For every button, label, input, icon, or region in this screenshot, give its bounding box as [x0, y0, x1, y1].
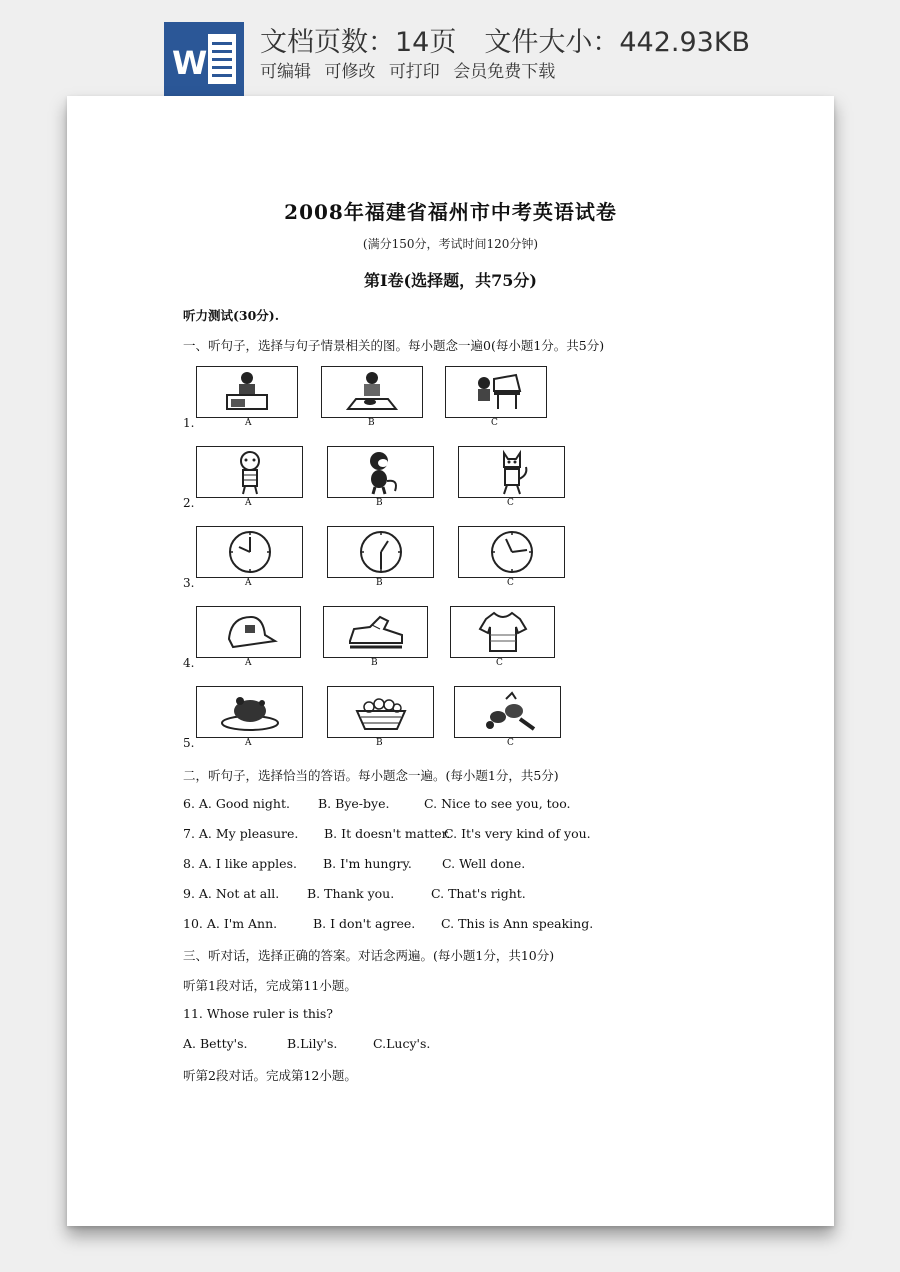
option-label-b: B	[371, 658, 378, 668]
picture-row-3	[183, 526, 783, 606]
feature-modifiable: 可修改	[324, 62, 376, 82]
picture-option-b	[327, 686, 434, 738]
picture-option-c	[445, 366, 547, 418]
option-a: A. Betty's.	[183, 1036, 248, 1051]
word-letter: W	[172, 44, 208, 82]
option-label-c: C	[507, 738, 514, 748]
feature-printable: 可打印	[388, 62, 440, 82]
question-number: 2.	[183, 496, 195, 510]
question-11: 11. Whose ruler is this?	[183, 1006, 334, 1021]
cat-icon	[490, 449, 534, 495]
option-c: C.Lucy's.	[373, 1036, 431, 1051]
picture-option-a	[196, 606, 301, 658]
option-c: C. Nice to see you, too.	[424, 796, 571, 811]
page-title: 2008年福建省福州市中考英语试卷	[284, 200, 617, 224]
picture-option-a	[196, 446, 303, 498]
fruit-basket-icon	[349, 689, 413, 733]
section3-instruction: 三、听对话，选择正确的答案。对话念两遍。(每小题1分，共10分)	[183, 948, 555, 963]
monkey-icon	[359, 449, 403, 495]
option-label-c: C	[507, 578, 514, 588]
option-b: B. I'm hungry.	[323, 856, 412, 871]
option-b: B.Lily's.	[287, 1036, 338, 1051]
person-playing-piano-icon	[466, 369, 526, 413]
feature-list	[260, 57, 563, 82]
option-label-b: B	[368, 418, 375, 428]
option-label-a: A	[245, 498, 252, 508]
question-number: 1.	[183, 416, 195, 430]
sneaker-icon	[344, 609, 408, 653]
option-label-c: C	[491, 418, 498, 428]
section2-instruction: 二，听句子，选择恰当的答语。每小题念一遍。(每小题1分，共5分)	[183, 768, 559, 783]
option-c: C. Well done.	[442, 856, 526, 871]
option-label-a: A	[245, 738, 252, 748]
vegetables-icon	[476, 689, 540, 733]
picture-option-c	[454, 686, 561, 738]
file-size: 文件大小：442.93KB	[484, 27, 751, 58]
option-b: B. Bye-bye.	[318, 796, 390, 811]
clock-icon	[489, 529, 535, 575]
option-label-c: C	[507, 498, 514, 508]
word-document-icon	[164, 22, 244, 96]
picture-option-b	[327, 526, 434, 578]
option-a: 6. A. Good night.	[183, 796, 290, 811]
clock-icon	[358, 529, 404, 575]
option-c: C. It's very kind of you.	[444, 826, 591, 841]
clock-icon	[227, 529, 273, 575]
option-a: 7. A. My pleasure.	[183, 826, 299, 841]
dialog2-intro: 听第2段对话。完成第12小题。	[183, 1068, 357, 1083]
picture-option-a	[196, 686, 303, 738]
shirt-icon	[478, 609, 528, 653]
download-banner	[0, 0, 900, 96]
picture-option-b	[327, 446, 434, 498]
document-page	[67, 96, 834, 1226]
option-c: C. That's right.	[431, 886, 526, 901]
picture-row-4	[183, 606, 783, 686]
option-b: B. I don't agree.	[313, 916, 416, 931]
option-label-c: C	[496, 658, 503, 668]
option-label-b: B	[376, 578, 383, 588]
picture-option-b	[321, 366, 423, 418]
tiger-icon	[228, 449, 272, 495]
option-label-b: B	[376, 498, 383, 508]
picture-option-a	[196, 366, 298, 418]
option-label-a: A	[245, 418, 252, 428]
question-number: 3.	[183, 576, 195, 590]
roast-chicken-icon	[218, 689, 282, 733]
exam-subtitle: (满分150分，考试时间120分钟)	[362, 237, 539, 251]
question-number: 5.	[183, 736, 195, 750]
part-heading: 第Ⅰ卷(选择题，共75分)	[364, 271, 537, 290]
picture-row-2	[183, 446, 783, 526]
option-a: 9. A. Not at all.	[183, 886, 280, 901]
feature-free-download: 会员免费下载	[453, 62, 556, 82]
picture-option-c	[458, 526, 565, 578]
picture-option-a	[196, 526, 303, 578]
listening-heading: 听力测试(30分).	[183, 308, 280, 323]
file-info	[260, 20, 750, 59]
question-number: 4.	[183, 656, 195, 670]
option-b: B. Thank you.	[307, 886, 395, 901]
person-eating-icon	[342, 369, 402, 413]
option-label-b: B	[376, 738, 383, 748]
picture-option-c	[450, 606, 555, 658]
picture-row-1	[183, 366, 783, 446]
page-count: 文档页数：14页	[260, 27, 457, 58]
option-c: C. This is Ann speaking.	[441, 916, 594, 931]
option-label-a: A	[245, 578, 252, 588]
picture-option-c	[458, 446, 565, 498]
picture-row-5	[183, 686, 783, 766]
cap-icon	[219, 609, 279, 653]
dialog1-intro: 听第1段对话，完成第11小题。	[183, 978, 357, 993]
option-b: B. It doesn't matter.	[324, 826, 451, 841]
option-label-a: A	[245, 658, 252, 668]
option-a: 8. A. I like apples.	[183, 856, 297, 871]
person-at-desk-icon	[217, 369, 277, 413]
feature-editable: 可编辑	[260, 62, 311, 82]
picture-option-b	[323, 606, 428, 658]
option-a: 10. A. I'm Ann.	[183, 916, 278, 931]
section1-instruction: 一、听句子，选择与句子情景相关的图。每小题念一遍0(每小题1分。共5分)	[183, 338, 605, 353]
